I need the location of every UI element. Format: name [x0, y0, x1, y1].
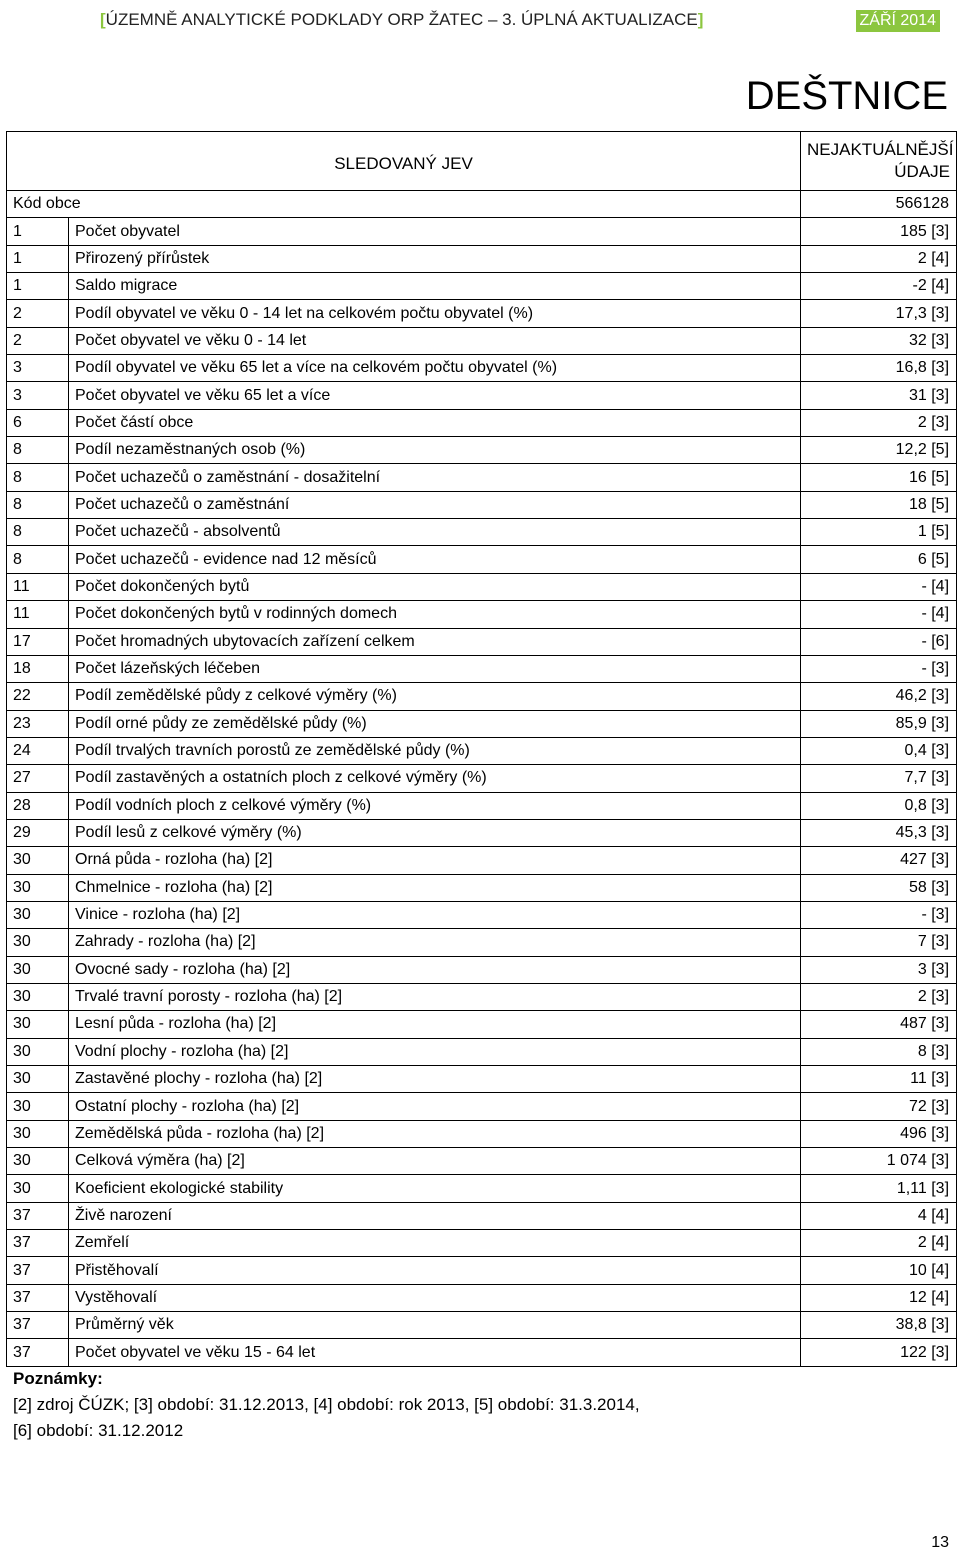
row-label: Zemřelí — [69, 1230, 801, 1257]
table-row — [7, 437, 957, 464]
table-row — [7, 546, 957, 573]
row-id: 1 — [7, 218, 69, 245]
row-value: 32 [3] — [801, 327, 957, 354]
row-value: 496 [3] — [801, 1120, 957, 1147]
row-id: 30 — [7, 1011, 69, 1038]
row-value: - [3] — [801, 655, 957, 682]
row-id: 8 — [7, 519, 69, 546]
table-row — [7, 929, 957, 956]
row-id: 37 — [7, 1312, 69, 1339]
table-row — [7, 1202, 957, 1229]
row-label: Počet obyvatel — [69, 218, 801, 245]
row-value: 427 [3] — [801, 847, 957, 874]
header-latest-line2: ÚDAJE — [894, 162, 951, 181]
row-id: 8 — [7, 546, 69, 573]
table-row — [7, 409, 957, 436]
row-id: 37 — [7, 1284, 69, 1311]
table-row — [7, 765, 957, 792]
municipality-code-value: 566128 — [801, 191, 957, 218]
row-value: 0,4 [3] — [801, 737, 957, 764]
header-observed-phenomenon: SLEDOVANÝ JEV — [7, 132, 801, 191]
table-row — [7, 956, 957, 983]
notes-title: Poznámky: — [13, 1369, 103, 1388]
row-value: 7,7 [3] — [801, 765, 957, 792]
table-row — [7, 491, 957, 518]
row-value: 10 [4] — [801, 1257, 957, 1284]
header-bracket-close: ] — [697, 10, 704, 29]
header-date-badge: ZÁŘÍ 2014 — [856, 10, 940, 32]
table-row — [7, 1011, 957, 1038]
row-label: Podíl lesů z celkové výměry (%) — [69, 819, 801, 846]
table-row — [7, 1230, 957, 1257]
table-row — [7, 1339, 957, 1366]
row-label: Trvalé travní porosty - rozloha (ha) [2] — [69, 983, 801, 1010]
row-value: 3 [3] — [801, 956, 957, 983]
row-label: Orná půda - rozloha (ha) [2] — [69, 847, 801, 874]
row-id: 24 — [7, 737, 69, 764]
row-label: Lesní půda - rozloha (ha) [2] — [69, 1011, 801, 1038]
table-row — [7, 655, 957, 682]
row-value: 16 [5] — [801, 464, 957, 491]
row-label: Přistěhovalí — [69, 1257, 801, 1284]
row-id: 2 — [7, 327, 69, 354]
row-label: Koeficient ekologické stability — [69, 1175, 801, 1202]
row-label: Zastavěné plochy - rozloha (ha) [2] — [69, 1066, 801, 1093]
table-row — [7, 519, 957, 546]
table-row — [7, 382, 957, 409]
row-id: 30 — [7, 1093, 69, 1120]
row-label: Ovocné sady - rozloha (ha) [2] — [69, 956, 801, 983]
indicator-table — [6, 131, 957, 1367]
row-id: 1 — [7, 273, 69, 300]
table-row — [7, 573, 957, 600]
notes-line-2: [6] období: 31.12.2012 — [13, 1421, 184, 1440]
table-row — [7, 601, 957, 628]
table-row — [7, 1148, 957, 1175]
row-value: 72 [3] — [801, 1093, 957, 1120]
table-row — [7, 1120, 957, 1147]
row-label: Počet uchazečů - absolventů — [69, 519, 801, 546]
table-row — [7, 1066, 957, 1093]
table-row — [7, 792, 957, 819]
row-label: Podíl obyvatel ve věku 65 let a více na celkovém počtu obyvatel (%) — [69, 355, 801, 382]
table-row — [7, 737, 957, 764]
row-value: 122 [3] — [801, 1339, 957, 1366]
row-value: 185 [3] — [801, 218, 957, 245]
row-id: 37 — [7, 1339, 69, 1366]
row-id: 8 — [7, 491, 69, 518]
row-label: Přirozený přírůstek — [69, 245, 801, 272]
row-value: 45,3 [3] — [801, 819, 957, 846]
row-label: Počet obyvatel ve věku 65 let a více — [69, 382, 801, 409]
row-id: 3 — [7, 382, 69, 409]
table-row — [7, 218, 957, 245]
table-row — [7, 874, 957, 901]
row-id: 1 — [7, 245, 69, 272]
row-label: Počet obyvatel ve věku 15 - 64 let — [69, 1339, 801, 1366]
row-label: Vinice - rozloha (ha) [2] — [69, 901, 801, 928]
row-value: 1,11 [3] — [801, 1175, 957, 1202]
row-label: Ostatní plochy - rozloha (ha) [2] — [69, 1093, 801, 1120]
row-value: -2 [4] — [801, 273, 957, 300]
row-value: 487 [3] — [801, 1011, 957, 1038]
row-id: 11 — [7, 601, 69, 628]
row-id: 37 — [7, 1202, 69, 1229]
row-label: Podíl obyvatel ve věku 0 - 14 let na celkovém počtu obyvatel (%) — [69, 300, 801, 327]
row-label: Celková výměra (ha) [2] — [69, 1148, 801, 1175]
row-value: 0,8 [3] — [801, 792, 957, 819]
row-value: 85,9 [3] — [801, 710, 957, 737]
row-value: 2 [4] — [801, 1230, 957, 1257]
row-value: 11 [3] — [801, 1066, 957, 1093]
row-label: Počet částí obce — [69, 409, 801, 436]
table-row — [7, 327, 957, 354]
row-id: 8 — [7, 464, 69, 491]
table-row — [7, 1257, 957, 1284]
table-row — [7, 819, 957, 846]
row-value: - [3] — [801, 901, 957, 928]
table-row — [7, 1284, 957, 1311]
row-id: 30 — [7, 1175, 69, 1202]
row-id: 29 — [7, 819, 69, 846]
table-row — [7, 464, 957, 491]
row-value: 12 [4] — [801, 1284, 957, 1311]
row-label: Počet dokončených bytů — [69, 573, 801, 600]
row-value: 8 [3] — [801, 1038, 957, 1065]
row-label: Počet dokončených bytů v rodinných domech — [69, 601, 801, 628]
row-value: 38,8 [3] — [801, 1312, 957, 1339]
row-label: Vystěhovalí — [69, 1284, 801, 1311]
row-id: 18 — [7, 655, 69, 682]
row-id: 37 — [7, 1230, 69, 1257]
row-id: 6 — [7, 409, 69, 436]
row-id: 27 — [7, 765, 69, 792]
header-bracket-open: [ — [100, 10, 106, 29]
page-number: 13 — [931, 1534, 949, 1551]
table-row — [7, 847, 957, 874]
row-id: 11 — [7, 573, 69, 600]
row-label: Průměrný věk — [69, 1312, 801, 1339]
row-value: 17,3 [3] — [801, 300, 957, 327]
row-value: 58 [3] — [801, 874, 957, 901]
row-id: 8 — [7, 437, 69, 464]
row-value: 2 [3] — [801, 409, 957, 436]
row-id: 3 — [7, 355, 69, 382]
row-label: Saldo migrace — [69, 273, 801, 300]
row-value: - [4] — [801, 601, 957, 628]
row-id: 30 — [7, 956, 69, 983]
row-label: Počet uchazečů - evidence nad 12 měsíců — [69, 546, 801, 573]
row-label: Chmelnice - rozloha (ha) [2] — [69, 874, 801, 901]
row-label: Podíl orné půdy ze zemědělské půdy (%) — [69, 710, 801, 737]
row-value: 4 [4] — [801, 1202, 957, 1229]
table-row — [7, 300, 957, 327]
table-header-row — [7, 132, 957, 191]
row-value: 18 [5] — [801, 491, 957, 518]
row-label: Počet lázeňských léčeben — [69, 655, 801, 682]
row-label: Podíl nezaměstnaných osob (%) — [69, 437, 801, 464]
row-value: 1 [5] — [801, 519, 957, 546]
row-id: 23 — [7, 710, 69, 737]
row-id: 30 — [7, 929, 69, 956]
row-value: 2 [4] — [801, 245, 957, 272]
row-id: 30 — [7, 1066, 69, 1093]
row-label: Podíl vodních ploch z celkové výměry (%) — [69, 792, 801, 819]
row-value: 31 [3] — [801, 382, 957, 409]
notes-section — [13, 1366, 753, 1444]
table-row — [7, 245, 957, 272]
header-title: ÚZEMNĚ ANALYTICKÉ PODKLADY ORP ŽATEC – 3. ÚPLNÁ AKTUALIZACE — [105, 10, 698, 29]
row-value: 1 074 [3] — [801, 1148, 957, 1175]
row-id: 2 — [7, 300, 69, 327]
row-label: Živě narození — [69, 1202, 801, 1229]
row-id: 30 — [7, 874, 69, 901]
row-value: - [6] — [801, 628, 957, 655]
table-row — [7, 355, 957, 382]
row-label: Počet obyvatel ve věku 0 - 14 let — [69, 327, 801, 354]
row-label: Podíl trvalých travních porostů ze zemědělské půdy (%) — [69, 737, 801, 764]
municipality-code-label: Kód obce — [7, 191, 801, 218]
row-id: 30 — [7, 901, 69, 928]
header-latest-line1: NEJAKTUÁLNĚJŠÍ — [807, 140, 954, 159]
table-row — [7, 273, 957, 300]
row-id: 37 — [7, 1257, 69, 1284]
row-value: 46,2 [3] — [801, 683, 957, 710]
row-label: Zemědělská půda - rozloha (ha) [2] — [69, 1120, 801, 1147]
row-id: 30 — [7, 1038, 69, 1065]
table-row — [7, 901, 957, 928]
row-value: 2 [3] — [801, 983, 957, 1010]
row-value: 16,8 [3] — [801, 355, 957, 382]
place-title: DEŠTNICE — [745, 74, 948, 118]
notes-line-1: [2] zdroj ČÚZK; [3] období: 31.12.2013, [4] období: rok 2013, [5] období: 31.3.2014, — [13, 1395, 640, 1414]
row-label: Počet hromadných ubytovacích zařízení celkem — [69, 628, 801, 655]
table-row — [7, 1175, 957, 1202]
row-id: 30 — [7, 847, 69, 874]
municipality-code-row — [7, 191, 957, 218]
row-value: 7 [3] — [801, 929, 957, 956]
row-label: Počet uchazečů o zaměstnání — [69, 491, 801, 518]
row-label: Počet uchazečů o zaměstnání - dosažitelní — [69, 464, 801, 491]
row-label: Podíl zastavěných a ostatních ploch z celkové výměry (%) — [69, 765, 801, 792]
row-id: 30 — [7, 1120, 69, 1147]
page-header — [100, 6, 940, 34]
table-row — [7, 983, 957, 1010]
header-latest-data — [801, 132, 957, 191]
row-label: Vodní plochy - rozloha (ha) [2] — [69, 1038, 801, 1065]
row-label: Zahrady - rozloha (ha) [2] — [69, 929, 801, 956]
row-label: Podíl zemědělské půdy z celkové výměry (%) — [69, 683, 801, 710]
row-id: 30 — [7, 1148, 69, 1175]
row-id: 17 — [7, 628, 69, 655]
row-id: 22 — [7, 683, 69, 710]
table-row — [7, 628, 957, 655]
table-row — [7, 1312, 957, 1339]
row-id: 30 — [7, 983, 69, 1010]
row-id: 28 — [7, 792, 69, 819]
table-row — [7, 1038, 957, 1065]
table-row — [7, 1093, 957, 1120]
row-value: 6 [5] — [801, 546, 957, 573]
table-row — [7, 710, 957, 737]
row-value: - [4] — [801, 573, 957, 600]
table-row — [7, 683, 957, 710]
row-value: 12,2 [5] — [801, 437, 957, 464]
